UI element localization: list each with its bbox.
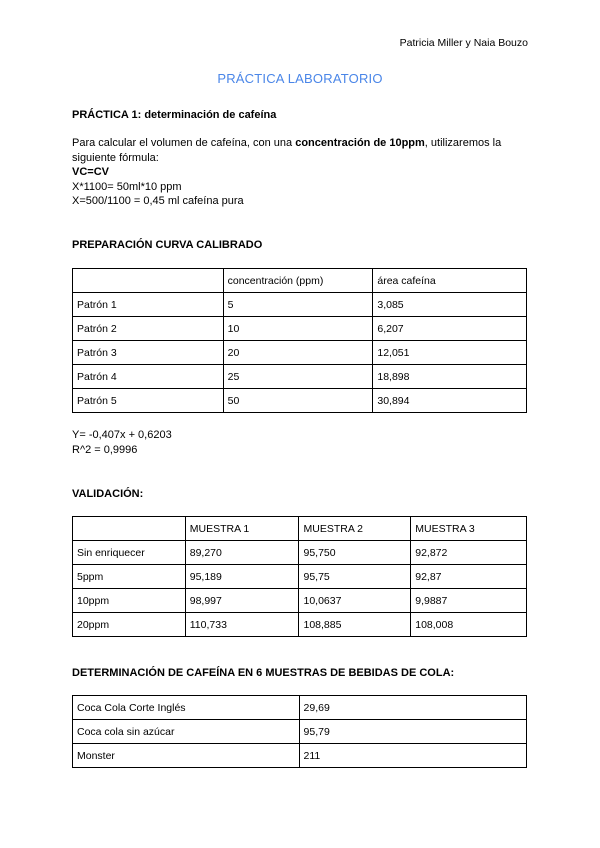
table-cell: 89,270 xyxy=(185,541,299,565)
table-cell: Patrón 2 xyxy=(73,317,224,341)
table-row xyxy=(73,565,527,589)
header-cell: MUESTRA 3 xyxy=(411,517,527,541)
formula-block xyxy=(72,165,244,209)
table-cell: 29,69 xyxy=(299,696,526,720)
table-row xyxy=(73,293,527,317)
table-cell: Coca Cola Corte Inglés xyxy=(73,696,300,720)
header-cell: MUESTRA 2 xyxy=(299,517,411,541)
intro-text-pre: Para calcular el volumen de cafeína, con una xyxy=(72,137,296,149)
table-row xyxy=(73,744,527,768)
table-cell: 95,75 xyxy=(299,565,411,589)
table-cell: Patrón 3 xyxy=(73,341,224,365)
calibration-table xyxy=(72,268,527,413)
r-squared: R^2 = 0,9996 xyxy=(72,443,138,456)
table-cell: 10 xyxy=(223,317,373,341)
table-header-row xyxy=(73,517,527,541)
table-cell: 92,87 xyxy=(411,565,527,589)
table-row xyxy=(73,589,527,613)
table-row xyxy=(73,317,527,341)
cola-samples-table xyxy=(72,695,527,768)
header-cell: área cafeína xyxy=(373,269,527,293)
table-cell: 95,79 xyxy=(299,720,526,744)
regression-equation: Y= -0,407x + 0,6203 xyxy=(72,429,172,441)
table-cell: Monster xyxy=(73,744,300,768)
table-row xyxy=(73,541,527,565)
table-header-row xyxy=(73,269,527,293)
table-cell: 6,207 xyxy=(373,317,527,341)
formula: VC=CV xyxy=(72,166,109,178)
table-cell: 95,750 xyxy=(299,541,411,565)
intro-text-bold: concentración de 10ppm xyxy=(295,137,425,149)
validacion-heading: VALIDACIÓN: xyxy=(72,488,144,500)
table-row xyxy=(73,365,527,389)
intro-paragraph xyxy=(72,136,528,165)
table-cell: 3,085 xyxy=(373,293,527,317)
table-row xyxy=(73,613,527,637)
table-cell: 92,872 xyxy=(411,541,527,565)
table-cell: 98,997 xyxy=(185,589,299,613)
table-cell: 50 xyxy=(223,389,373,413)
table-cell: 20ppm xyxy=(73,613,186,637)
table-cell: 10ppm xyxy=(73,589,186,613)
table-cell: Patrón 4 xyxy=(73,365,224,389)
header-cell xyxy=(73,269,224,293)
table-row xyxy=(73,341,527,365)
table-cell: 9,9887 xyxy=(411,589,527,613)
calculation-2: X=500/1100 = 0,45 ml cafeína pura xyxy=(72,195,244,207)
table-cell: 10,0637 xyxy=(299,589,411,613)
table-cell: 108,008 xyxy=(411,613,527,637)
table-cell: 25 xyxy=(223,365,373,389)
header-cell: concentración (ppm) xyxy=(223,269,373,293)
table-cell: Patrón 1 xyxy=(73,293,224,317)
table-cell: 95,189 xyxy=(185,565,299,589)
table-cell: 18,898 xyxy=(373,365,527,389)
table-row xyxy=(73,720,527,744)
header-cell xyxy=(73,517,186,541)
validation-table xyxy=(72,516,527,637)
table-cell: 5ppm xyxy=(73,565,186,589)
table-cell: 108,885 xyxy=(299,613,411,637)
table-cell: 211 xyxy=(299,744,526,768)
table-cell: 110,733 xyxy=(185,613,299,637)
table-cell: 30,894 xyxy=(373,389,527,413)
determinacion-heading: DETERMINACIÓN DE CAFEÍNA EN 6 MUESTRAS DE BEBIDAS DE COLA: xyxy=(72,667,455,679)
table-cell: 20 xyxy=(223,341,373,365)
table-cell: Coca cola sin azúcar xyxy=(73,720,300,744)
table-cell: Sin enriquecer xyxy=(73,541,186,565)
document-title: PRÁCTICA LABORATORIO xyxy=(217,71,383,86)
table-row xyxy=(73,389,527,413)
practica-heading: PRÁCTICA 1: determinación de cafeína xyxy=(72,109,277,121)
calculation-1: X*1100= 50ml*10 ppm xyxy=(72,180,182,193)
curva-heading: PREPARACIÓN CURVA CALIBRADO xyxy=(72,239,263,251)
table-cell: Patrón 5 xyxy=(73,389,224,413)
table-cell: 5 xyxy=(223,293,373,317)
table-cell: 12,051 xyxy=(373,341,527,365)
header-cell: MUESTRA 1 xyxy=(185,517,299,541)
regression-block xyxy=(72,428,172,457)
table-row xyxy=(73,696,527,720)
intro-text-post: , utilizaremos la siguiente fórmula: xyxy=(72,137,502,164)
authors: Patricia Miller y Naia Bouzo xyxy=(399,37,528,49)
